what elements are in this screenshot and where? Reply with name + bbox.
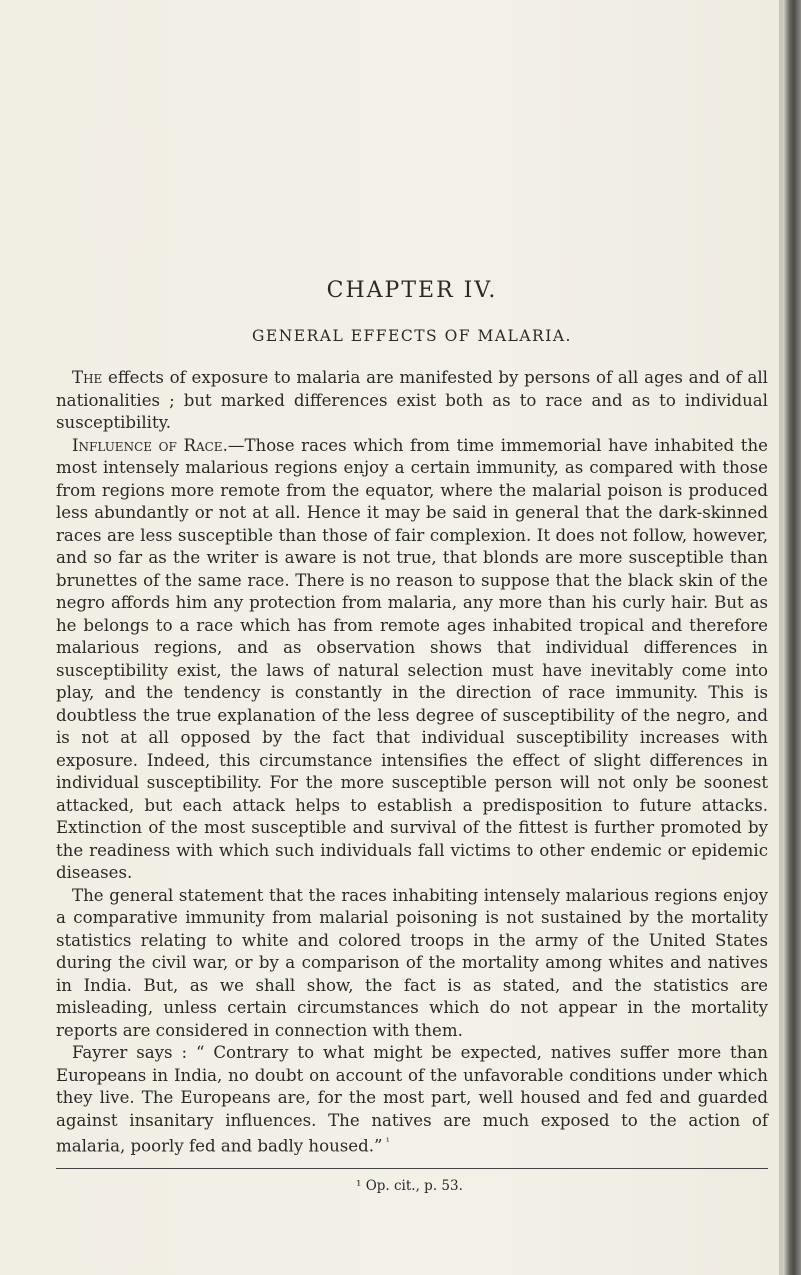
book-page-edge	[783, 0, 801, 1275]
paragraph-intro	[56, 367, 768, 435]
footnote-divider	[56, 1168, 768, 1169]
section-title: GENERAL EFFECTS OF MALARIA.	[252, 327, 572, 345]
paragraph-influence-of-race-text: —Those races which from time immemorial have inhabited the most intensely malarious regions enjoy a certain immunity, as compared with those from regions more remote from the equator, where the malarial poison is produced less abundantly or not at all. Hence it may be said in general that the dark-skinned races are less susceptible than those of fair complexion. It does not follow, however, and so far as the writer is aware is not true, that blonds are more susceptible than brunettes of the same race. There is no reason to suppose that the black skin of the negro affords him any protection from malaria, any more than his curly hair. But as he belongs to a race which has from remote ages inhabited tropical and therefore malarious regions, and as observation shows that individual differences in susceptibility exist, the laws of natural selection must have inevitably come into play, and the tendency is constantly in the direction of race immunity. This is doubtless the true explanation of the less degree of susceptibility of the negro, and is not at all opposed by the fact that individual susceptibility increases with exposure. Indeed, this circumstance intensifies the effect of slight differences in individual susceptibility. For the more susceptible person will not only be soonest attacked, but each attack helps to establish a predisposition to future attacks. Extinction of the most susceptible and survival of the fittest is further promoted by the readiness with which such individuals fall victims to other endemic or epidemic diseases.	[56, 435, 768, 882]
paragraph-fayrer-quote-text: Fayrer says : “ Contrary to what might be expected, natives suffer more than Europeans in India, no doubt on account of the unfavorable conditions under which they live. The Europeans are, for the most part, well housed and fed and guarded against insanitary influences. The natives are much exposed to the action of malaria, poorly fed and badly housed.”	[56, 1043, 768, 1156]
paragraph-influence-of-race	[56, 435, 768, 885]
chapter-title: CHAPTER IV.	[326, 278, 498, 303]
paragraph-intro-lead: The	[72, 368, 103, 387]
footnote-reference: ¹	[382, 1137, 390, 1148]
paragraph-intro-text: effects of exposure to malaria are manifested by persons of all ages and of all nationalities ; but marked differences exist both as to race and as to individual susceptibility.	[56, 368, 768, 432]
page-content	[56, 278, 768, 1198]
paragraph-general-statement: The general statement that the races inhabiting intensely malarious regions enjoy a comparative immunity from malarial poisoning is not sustained by the mortality statistics relating to white and colored troops in the army of the United States during the civil war, or by a comparison of the mortality among whites and natives in India. But, as we shall show, the fact is as stated, and the statistics are misleading, unless certain circumstances which do not appear in the mortality reports are considered in connection with them.	[56, 885, 768, 1040]
paragraph-fayrer-quote	[56, 1042, 768, 1158]
footnote: ¹ Op. cit., p. 53.	[356, 1178, 463, 1195]
paragraph-heading-influence-of-race: Influence of Race.	[72, 435, 228, 455]
